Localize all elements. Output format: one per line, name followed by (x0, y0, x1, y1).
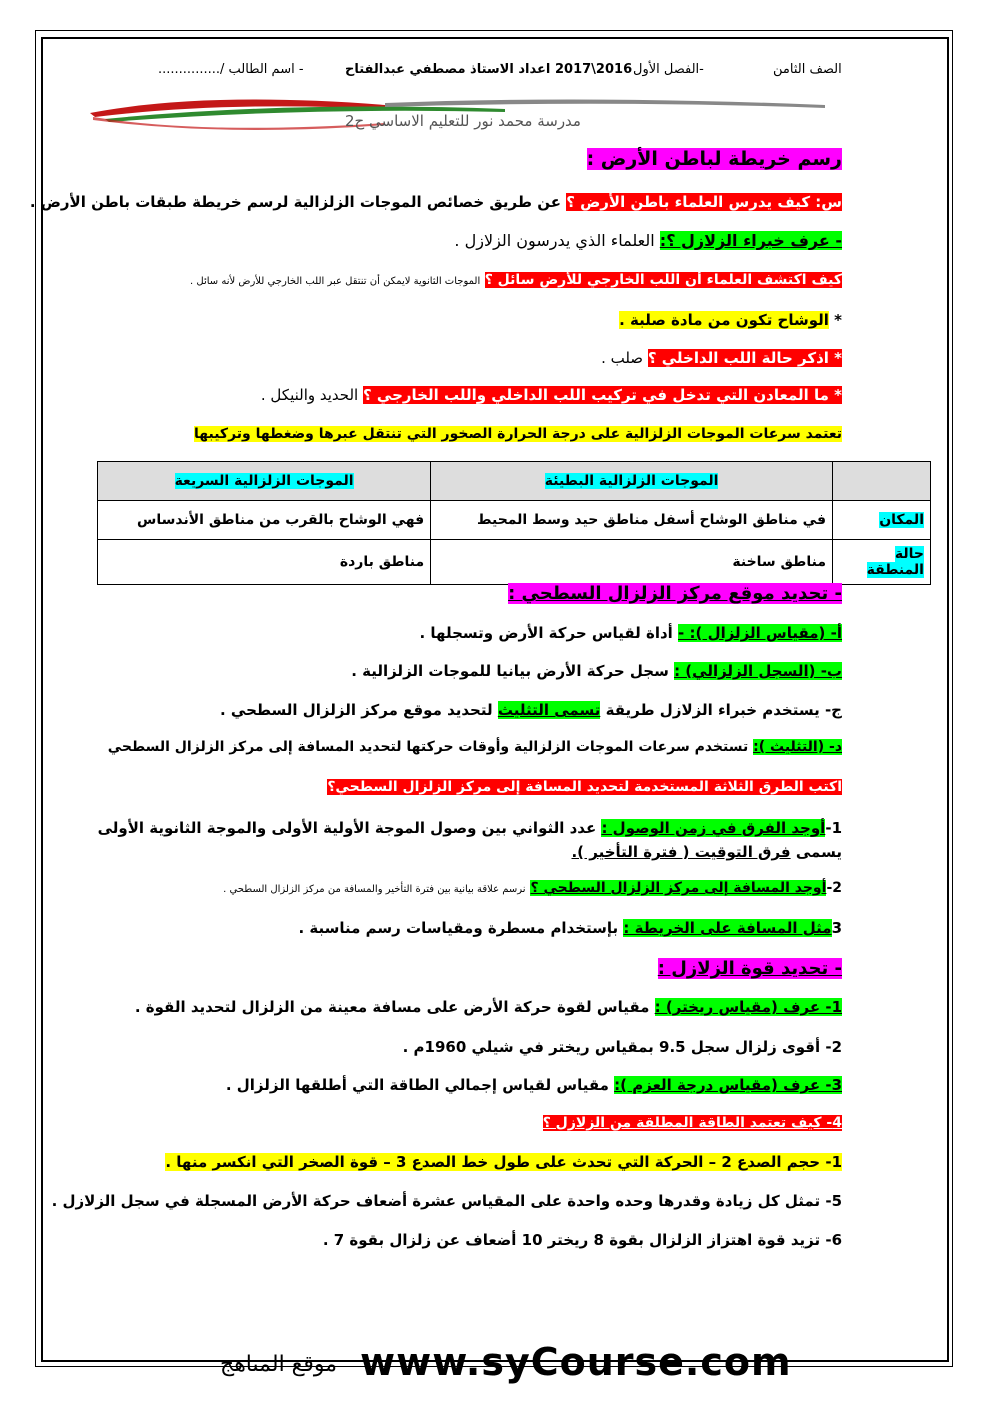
header-semester: الفصل الأول- (633, 62, 704, 77)
table-row (98, 540, 931, 585)
q1-answer: عن طريق خصائص الموجات الزلزالية لرسم خريطة طبقات باطن الأرض . (29, 193, 561, 211)
method-3-number: 3 (831, 919, 842, 937)
section-title-earthquake-strength: - تحديد قوة الزلازل : (657, 958, 842, 979)
item-a-text: أداة لقياس حركة الأرض وتسجلها . (419, 624, 673, 642)
table-row-label: المكان (833, 501, 931, 540)
method-2-number: 2- (826, 880, 842, 896)
item-c-highlight: تسمى التثليث (497, 701, 601, 719)
scale-increment-fact: 5- تمثل كل زيادة وقدرها وحده واحدة على المقياس عشرة أضعاف حركة الأرض المسجلة في سجل الزلازل . (51, 1192, 842, 1210)
speed-note: تعتمد سرعات الموجات الزلزالية على درجة الحرارة الصخور التي تنتقل عبرها وضغطها وتركيبها (194, 426, 842, 442)
magnitude-comparison-fact: 6- تزيد قوة اهتزاز الزلزال بقوة 8 ريختر 10 أضعاف عن زلزال بقوة 7 . (322, 1231, 842, 1249)
header-year: 2017\2016 (555, 62, 633, 77)
q4-label: * اذكر حالة اللب الداخلي ؟ (647, 349, 842, 367)
section-title-earth-interior: رسم خريطة لباطن الأرض : (586, 148, 842, 170)
item-b-label: ب- (السجل الزلزالي) : (674, 662, 842, 680)
table-header-corner (833, 462, 931, 501)
method-1-text2: يسمى (795, 843, 842, 861)
seismic-waves-table (97, 461, 931, 585)
school-name: مدرسة محمد نور للتعليم الاساسي ح2 (345, 112, 581, 130)
item-c-post: لتحديد موقع مركز الزلزال السطحي . (219, 701, 493, 719)
moment-magnitude-label: 3- عرف (مقياس درجة العزم ): (614, 1076, 842, 1094)
method-1-label: أوجد الفرق في زمن الوصول : (601, 819, 826, 837)
richter-text: مقياس لقوة حركة الأرض على مسافة معينة من الزلزال لتحديد القوة . (134, 998, 650, 1016)
method-1-number: 1- (825, 819, 842, 837)
energy-answer: 1- حجم الصدع 2 – الحركة التي تحدث على طول خط الصدع 3 – قوة الصخر التي انكسر منها . (165, 1153, 842, 1171)
footer-site: www.syCourse.com (360, 1340, 792, 1384)
table-header-fast: الموجات الزلزالية السريعة (98, 462, 431, 501)
q2-label: - عرف خبراء الزلازل ؟: (659, 231, 842, 250)
item-a-label: أ- (مقياس الزلزال ): - (678, 624, 842, 642)
method-2-text: نرسم علاقة بيانية بين فترة التأخير والمسافة من مركز الزلزال السطحي . (223, 884, 526, 895)
method-1-delay-term: فرق التوقيت ( فترة التأخير ). (571, 843, 791, 861)
question-three-methods: اكتب الطرق الثلاثة المستخدمة لتحديد المسافة إلى مركز الزلزال السطحي؟ (327, 779, 842, 795)
table-row-label: حالة المنطقة (833, 540, 931, 585)
q4-answer: صلب . (601, 349, 644, 367)
header-student-name: - اسم الطالب /............... (158, 62, 304, 77)
table-row (98, 501, 931, 540)
section-title-epicenter: - تحديد موقع مركز الزلزال السطحي : (508, 583, 842, 604)
method-2-label: أوجد المسافة إلى مركز الزلزال السطحي ؟ (530, 880, 827, 896)
q3-answer: الموجات الثانوية لايمكن أن تنتقل عبر اللب الخارجي للأرض لأنه سائل . (190, 276, 481, 287)
method-1-text: عدد الثواني بين وصول الموجة الأولية الأولى والموجة الثانوية الأولى (97, 819, 597, 837)
q2-answer: العلماء الذي يدرسون الزلازل . (454, 231, 655, 250)
method-3-label: مثل المسافة على الخريطة : (623, 919, 832, 937)
q5-answer: الحديد والنيكل . (260, 386, 359, 404)
q5-label: * ما المعادن التي تدخل في تركيب اللب الداخلي واللب الخارجي ؟ (363, 386, 842, 404)
q3-label: كيف اكتشف العلماء أن اللب الخارجي للأرض سائل ؟ (484, 272, 842, 288)
table-cell-fast: فهي الوشاح بالقرب من مناطق الأندساس (98, 501, 431, 540)
q1-label: س: كيف يدرس العلماء باطن الأرض ؟ (566, 193, 842, 211)
table-header-slow: الموجات الزلزالية البطيئة (431, 462, 833, 501)
fact-mantle: الوشاح تكون من مادة صلبة . (619, 311, 829, 329)
method-3-text: بإستخدام مسطرة ومقياسات رسم مناسبة . (298, 919, 619, 937)
footer-arabic: موقع المناهج (220, 1352, 338, 1377)
item-c-pre: ج- يستخدم خبراء الزلازل طريقة (605, 701, 842, 719)
item-d-label: د- (التثليث ): (753, 739, 842, 755)
item-b-text: سجل حركة الأرض بيانيا للموجات الزلزالية . (351, 662, 669, 680)
table-header-row (98, 462, 931, 501)
energy-question: 4- كيف تعتمد الطاقة المطلقة من الزلازل ؟ (542, 1115, 842, 1131)
header-grade: الصف الثامن (773, 62, 842, 77)
moment-magnitude-text: مقياس لقياس إجمالي الطاقة التي أطلقها الزلزال . (225, 1076, 609, 1094)
header-author: اعداد الاستاذ مصطفي عبدالفتاح (345, 62, 551, 77)
table-cell-slow: في مناطق الوشاح أسفل مناطق حيد وسط المحيط (431, 501, 833, 540)
item-d-text: تستخدم سرعات الموجات الزلزالية وأوقات حركتها لتحديد المسافة إلى مركز الزلزال السطحي (107, 739, 749, 755)
richter-label: 1- عرف (مقياس ريختر) : (654, 998, 842, 1016)
table-cell-fast: مناطق باردة (98, 540, 431, 585)
table-cell-slow: مناطق ساخنة (431, 540, 833, 585)
strongest-earthquake: 2- أقوى زلزال سجل 9.5 بمقياس ريختر في شيلي 1960م . (402, 1038, 842, 1056)
footer-watermark (220, 1340, 792, 1390)
